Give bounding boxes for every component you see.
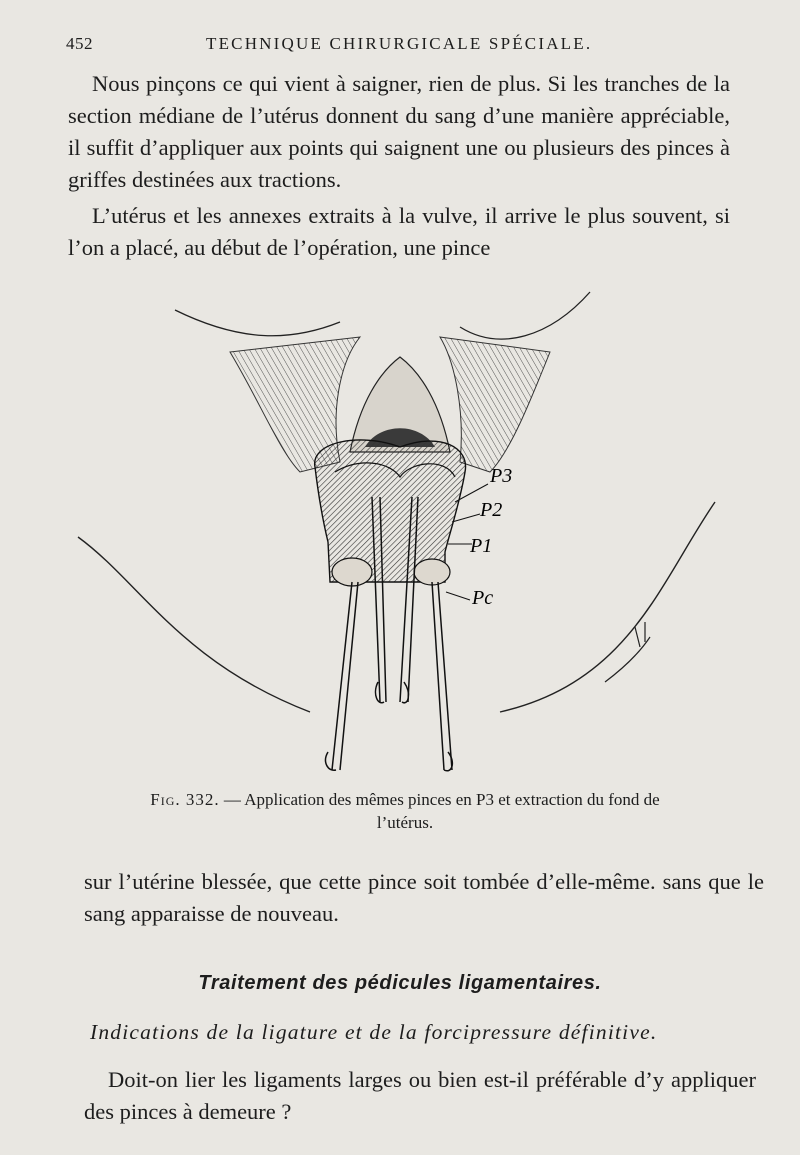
running-head: TECHNIQUE CHIRURGICALE SPÉCIALE. <box>206 34 593 53</box>
caption-text: — Application des mêmes pinces en P3 et extraction du fond de l’utérus. <box>223 790 660 832</box>
figure-332-drawing <box>60 282 740 782</box>
forceps-right-outer <box>432 582 452 770</box>
label-p1: P1 <box>470 535 493 557</box>
label-p3: P3 <box>490 465 513 487</box>
left-annex <box>332 558 372 586</box>
page-number: 452 <box>66 34 93 53</box>
paragraph-question: Doit-on lier les ligaments larges ou bien est-il préférable d’y appliquer des pinces à demeure ? <box>84 1067 756 1124</box>
forceps-left-outer <box>332 582 358 770</box>
caption-label: Fig. 332. <box>150 790 220 809</box>
surgical-illustration <box>60 282 740 782</box>
left-groin-contour <box>175 310 340 336</box>
right-groin-contour <box>460 292 590 339</box>
paragraph-extraction: L’utérus et les annexes extraits à la vulve, il arrive le plus souvent, si l’on a placé, au début de l’opération, une pince <box>68 203 730 260</box>
subsection-title: Indications de la ligature et de la forcipressure définitive. <box>90 1020 658 1044</box>
label-p2: P2 <box>480 499 503 521</box>
paragraph-uterine-artery: sur l’utérine blessée, que cette pince soit tombée d’elle-même. sans que le sang apparaisse de nouveau. <box>84 869 764 926</box>
section-title: Traitement des pédicules ligamentaires. <box>198 972 602 994</box>
left-thigh-contour <box>78 537 310 712</box>
uterus-body <box>315 440 466 582</box>
right-annex <box>414 559 450 585</box>
paragraph-pinching: Nous pinçons ce qui vient à saigner, rien de plus. Si les tranches de la section médiane de l’utérus donnent du sang d’une manière appréciable, il suffit d’appliquer aux points qui saignent une ou plusieurs des pinces à griffes destinées aux tractions. <box>68 71 730 192</box>
figure-caption <box>140 788 670 834</box>
label-pc: Pc <box>472 587 494 609</box>
page-header <box>0 30 800 60</box>
